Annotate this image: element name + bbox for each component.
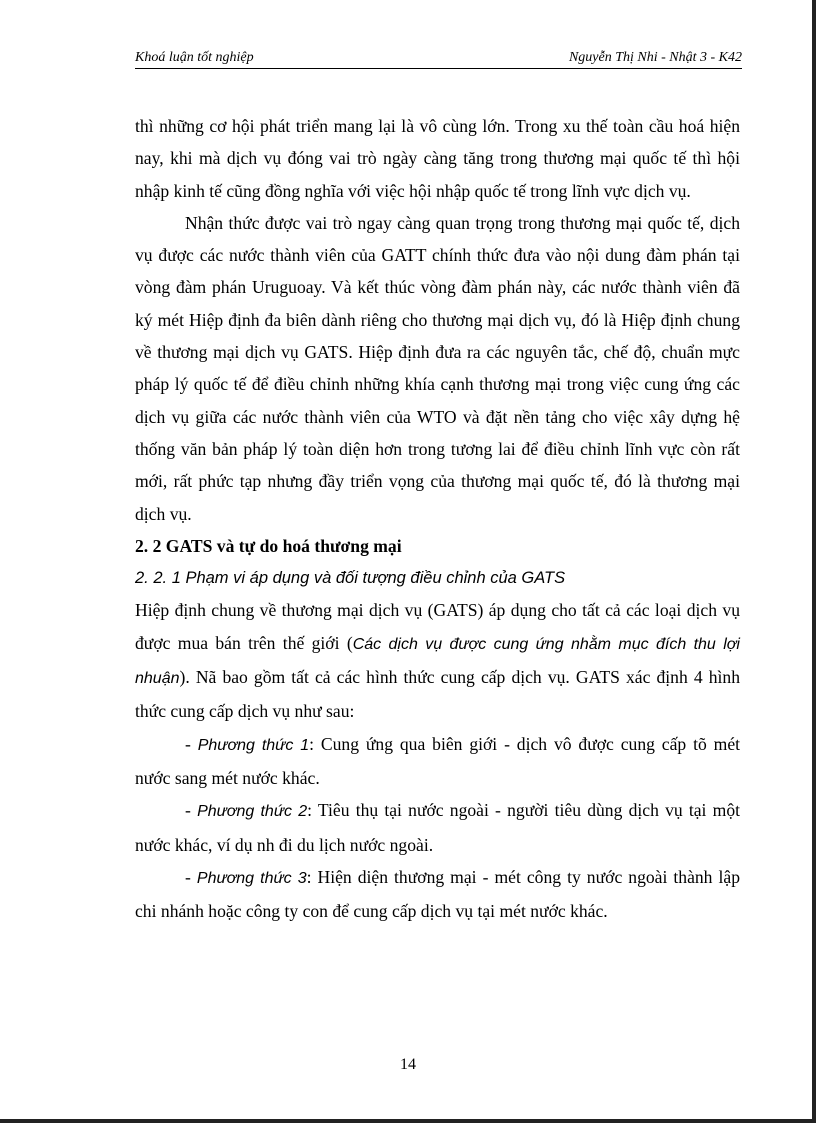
mode-3-text: : Hiện diện thương mại - mét công ty nước ngoài thành lập chi nhánh hoặc công ty con để cung cấp dịch vụ tại mét nước khác. (135, 866, 740, 922)
subsection-heading: 2. 2. 1 Phạm vi áp dụng và đối tượng điều chỉnh của GATS (135, 569, 566, 588)
paragraph-gatt: Nhận thức được vai trò ngay càng quan trọng trong thương mại quốc tế, dịch vụ được các nước thành viên của GATT chính thức đưa vào nội dung đàm phán tại vòng đàm phán Uruguoay. Và kết thúc vòng đàm phán này, các nước thành viên đã ký mét Hiệp định đa biên dành riêng cho thương mại dịch vụ, đó là Hiệp định chung về thương mại dịch vụ GATS. Hiệp định đưa ra các nguyên tắc, chế độ, chuẩn mực pháp lý quốc tế để điều chỉnh những khía cạnh thương mại trong việc cung ứng các dịch vụ giữa các nước thành viên của WTO và đặt nền tảng cho việc xây dựng hệ thống văn bản pháp lý toàn diện hơn trong tương lai để điều chỉnh lĩnh vực còn rất mới, rất phức tạp nhưng đầy triển vọng của thương mại quốc tế, đó là thương mại dịch vụ. (135, 212, 740, 524)
page-body (135, 110, 740, 927)
mode-2-label: Phương thức 2 (197, 803, 308, 821)
paragraph-continuation: thì những cơ hội phát triển mang lại là vô cùng lớn. Trong xu thế toàn cầu hoá hiện nay, khi mà dịch vụ đóng vai trò ngày càng tăng trong thương mại quốc tế thì hội nhập kinh tế cũng đồng nghĩa với việc hội nhập quốc tế trong lĩnh vực dịch vụ. (135, 116, 740, 201)
paragraph-gats-scope (135, 594, 740, 727)
mode-3-item: - Phương thức 3: Hiện diện thương mại - mét công ty nước ngoài thành lập chi nhánh hoặc công ty con để cung cấp dịch vụ tại mét nước khác. (135, 866, 740, 922)
gats-scope-text-b: ). Nã bao gồm tất cả các hình thức cung cấp dịch vụ. GATS xác định 4 hình thức cung cấp dịch vụ như sau: (135, 667, 740, 722)
mode-1-label: Phương thức 1 (197, 736, 310, 754)
header-author: Nguyễn Thị Nhi - Nhật 3 - K42 (568, 50, 742, 65)
section-heading: 2. 2 GATS và tự do hoá thương mại (135, 535, 402, 556)
page-header (135, 50, 742, 69)
gats-scope-text-a: Hiệp định chung về thương mại dịch vụ (GATS) áp dụng cho tất cả các loại dịch vụ được mua bán trên thế giới ( (135, 600, 740, 653)
header-thesis-title: Khoá luận tốt nghiệp (135, 50, 254, 65)
mode-2-text: : Tiêu thụ tại nước ngoài - người tiêu dùng dịch vụ tại một nước khác, ví dụ nh đi du lịch nước ngoài. (135, 800, 741, 855)
mode-1-item: - Phương thức 1: Cung ứng qua biên giới - dịch vô được cung cấp tõ mét nước sang mét nước khác. (135, 733, 741, 788)
mode-2-item: - Phương thức 2: Tiêu thụ tại nước ngoài - người tiêu dùng dịch vụ tại một nước khác, ví dụ nh đi du lịch nước ngoài. (135, 800, 741, 855)
mode-1-text: : Cung ứng qua biên giới - dịch vô được cung cấp tõ mét nước sang mét nước khác. (135, 733, 741, 788)
mode-3-label: Phương thức 3 (196, 869, 307, 887)
gats-scope-italic: Các dịch vụ được cung ứng nhằm mục đích thu lợi nhuận (135, 635, 740, 688)
page-number: 14 (400, 1056, 416, 1073)
